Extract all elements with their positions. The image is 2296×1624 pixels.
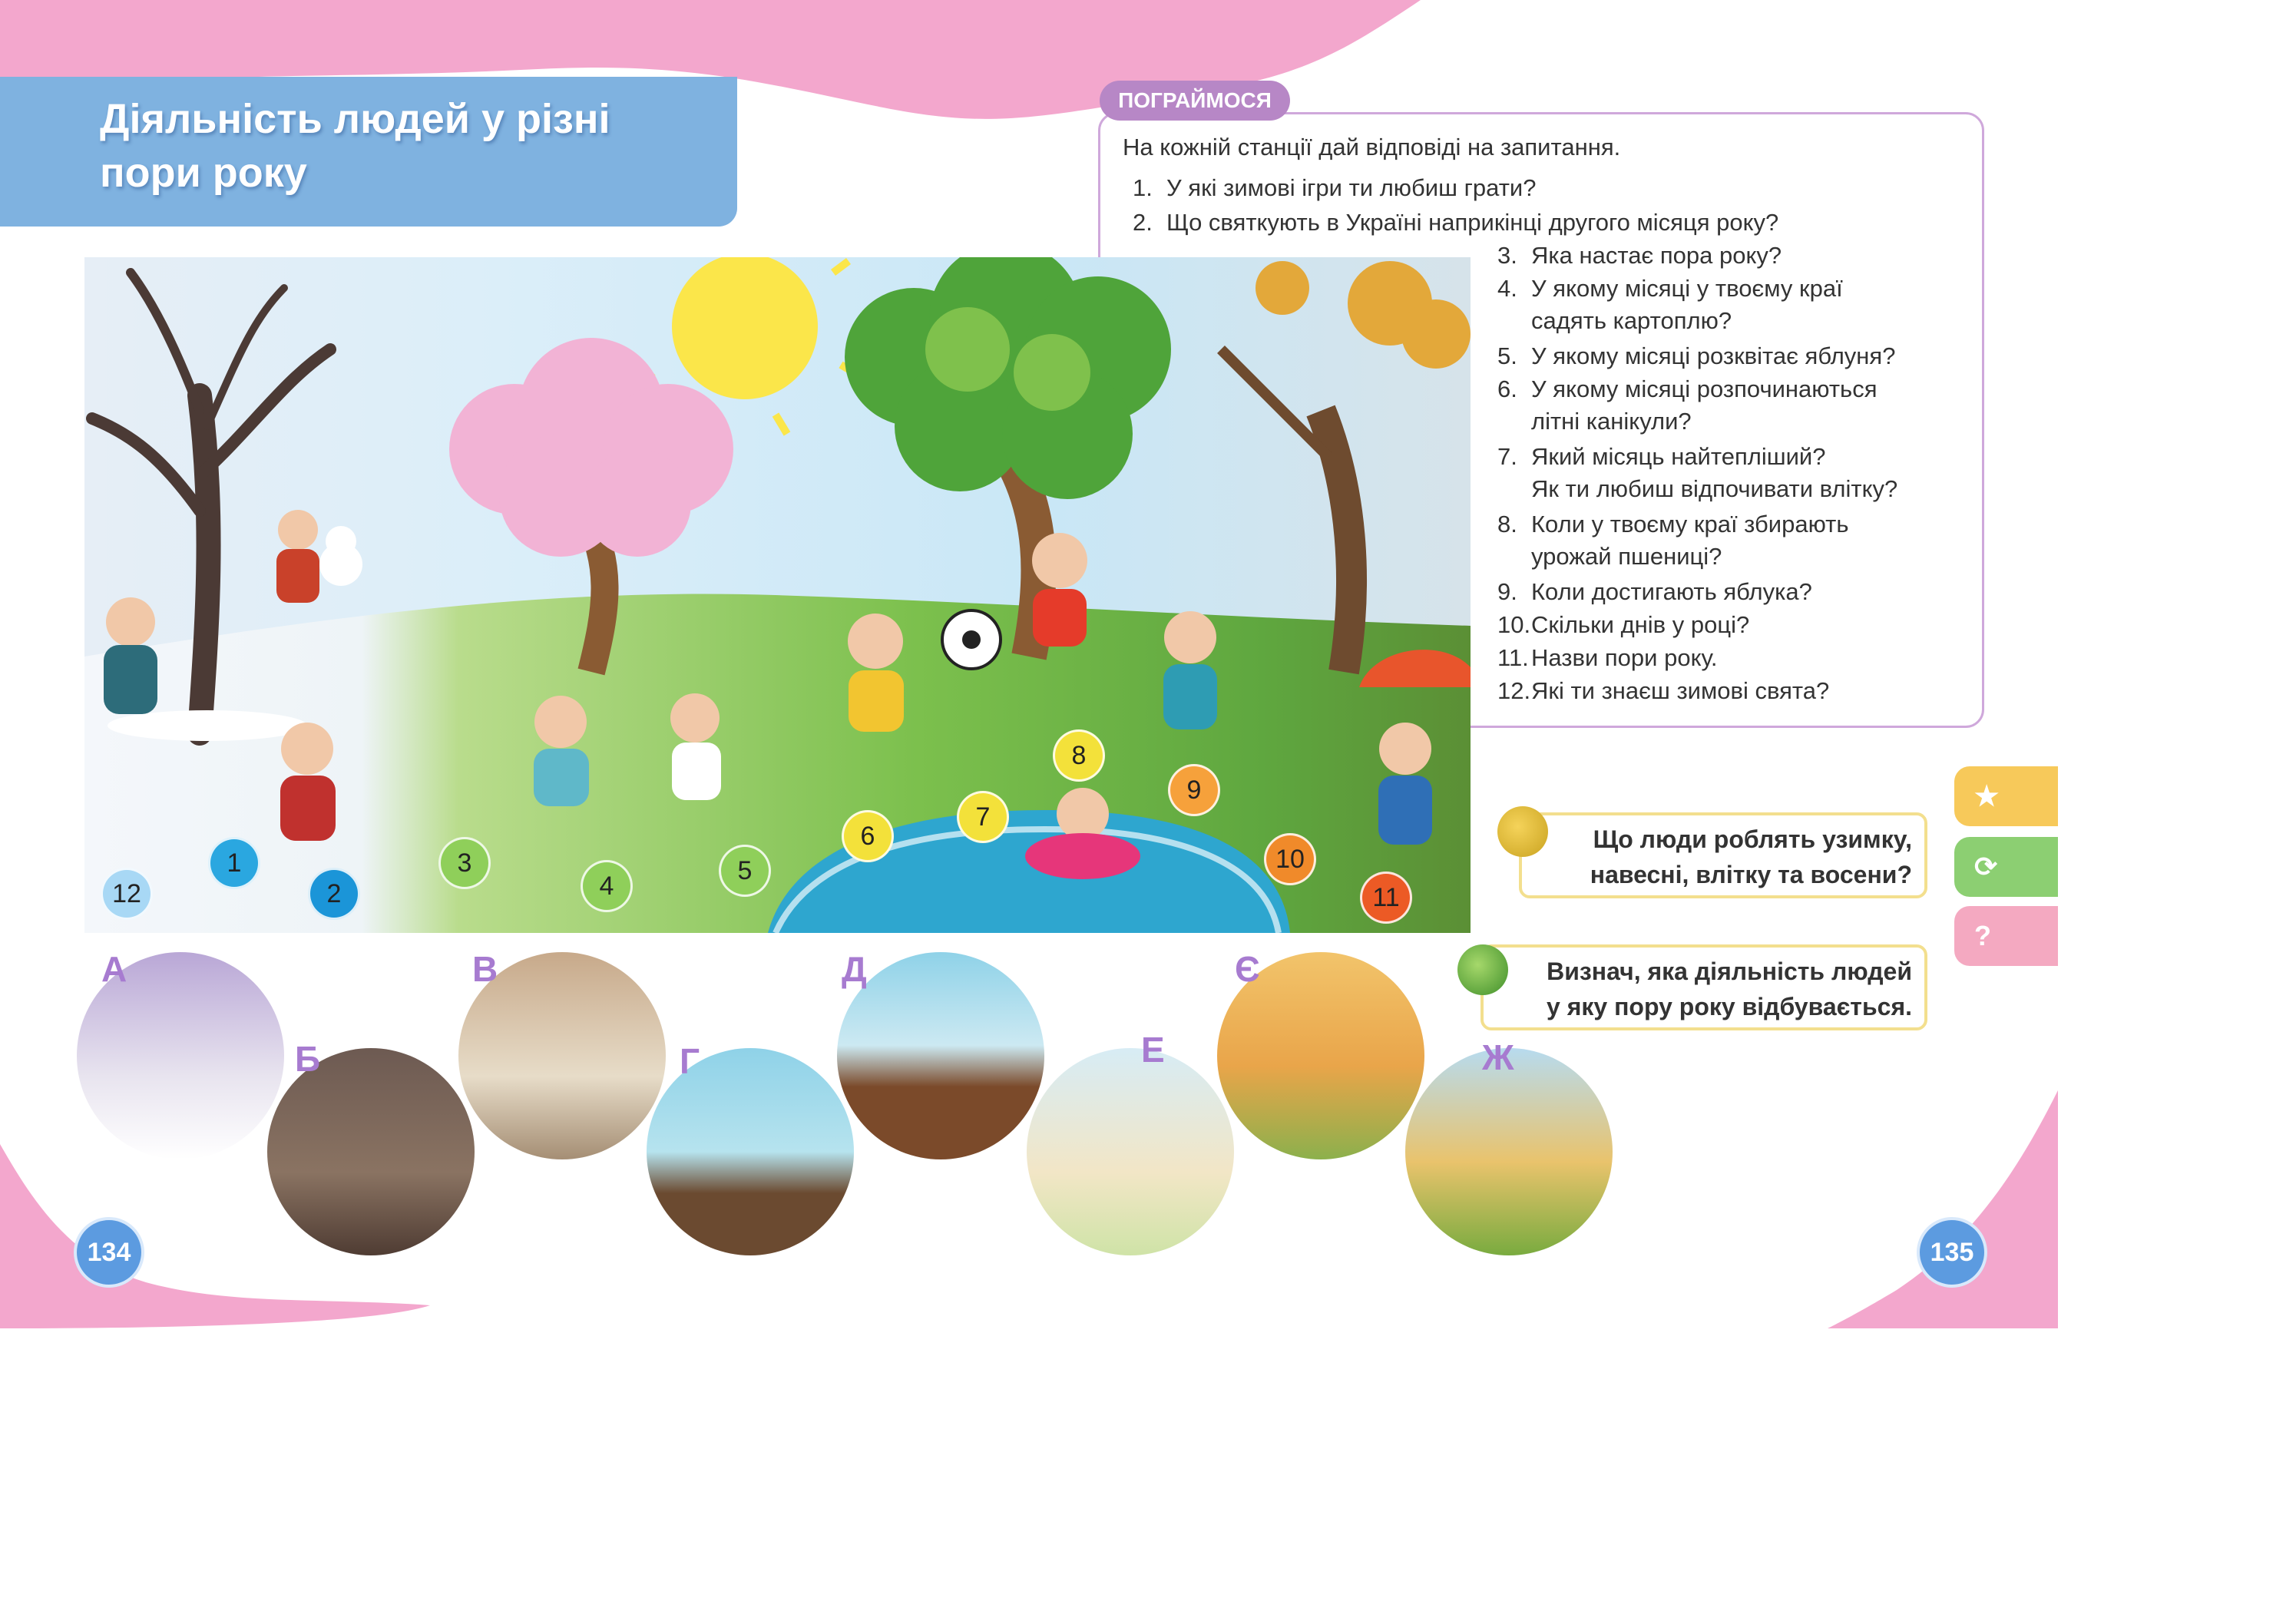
page-number-left: 134	[74, 1217, 144, 1288]
question-item: 9. Коли достигають яблука?	[1497, 578, 1812, 605]
question-item: 5. У якому місяці розквітає яблуня?	[1497, 342, 1896, 369]
question-item: 12.Які ти знаєш зимові свята?	[1497, 677, 1830, 704]
leaf-icon	[1497, 806, 1548, 857]
picture-letter: Д	[842, 949, 867, 989]
station-badge: 6	[842, 810, 894, 862]
picture-preserves	[1027, 1048, 1234, 1255]
station-badge: 3	[438, 837, 491, 889]
question-icon[interactable]: ?	[1954, 906, 2058, 966]
page-number-right: 135	[1917, 1217, 1987, 1288]
station-badge: 5	[719, 845, 771, 897]
picture-garden-watering	[837, 952, 1044, 1159]
station-badge: 7	[957, 791, 1009, 843]
question-item: 8. Коли у твоєму краї збирають урожай пшениці?	[1497, 511, 1849, 570]
question-item: 7. Який місяць найтепліший? Як ти любиш відпочивати влітку?	[1497, 443, 1898, 502]
picture-apple-harvest	[1405, 1048, 1613, 1255]
station-badge: 2	[308, 868, 360, 920]
picture-letter: Ж	[1482, 1037, 1514, 1077]
station-badge: 11	[1360, 872, 1412, 924]
watermelon-icon	[1457, 944, 1508, 995]
picture-letter: Г	[680, 1041, 700, 1081]
station-badge: 4	[581, 860, 633, 912]
picture-letter: А	[101, 949, 127, 989]
task-box-identify: Визнач, яка діяльність людей у яку пору року відбувається.	[1480, 944, 1927, 1030]
picture-tractor	[647, 1048, 854, 1255]
question-item: 6. У якому місяці розпочинаються літні канікули?	[1497, 375, 1877, 435]
seasons-illustration	[84, 257, 1471, 933]
station-badge: 1	[208, 837, 260, 889]
station-badge: 8	[1053, 729, 1105, 782]
game-tag: ПОГРАЙМОСЯ	[1100, 81, 1290, 121]
station-badge: 9	[1168, 764, 1220, 816]
station-badge: 10	[1264, 833, 1316, 885]
question-item: 3. Яка настає пора року?	[1497, 242, 1782, 269]
question-item: 4. У якому місяці у твоєму краї садять картоплю?	[1497, 275, 1843, 334]
task-box-seasons: Що люди роблять узимку, навесні, влітку та восени?	[1519, 812, 1927, 898]
refresh-icon[interactable]: ⟳	[1954, 837, 2058, 897]
page-title: Діяльність людей у різні пори року	[100, 96, 610, 196]
question-item: 11. Назви пори року.	[1497, 644, 1718, 671]
question-item: 10.Скільки днів у році?	[1497, 611, 1750, 638]
picture-letter: В	[472, 949, 498, 989]
picture-letter: Б	[295, 1039, 321, 1079]
picture-letter: Е	[1141, 1030, 1165, 1070]
station-badge: 12	[101, 868, 153, 920]
question-item: 1. У які зимові ігри ти любиш грати?	[1133, 174, 1537, 201]
star-icon[interactable]: ★	[1954, 766, 2058, 826]
picture-letter: Є	[1235, 949, 1260, 989]
question-item: 2. Що святкують в Україні наприкінці другого місяця року?	[1133, 209, 1779, 236]
game-intro: На кожній станції дай відповіді на запитання.	[1123, 134, 1621, 160]
